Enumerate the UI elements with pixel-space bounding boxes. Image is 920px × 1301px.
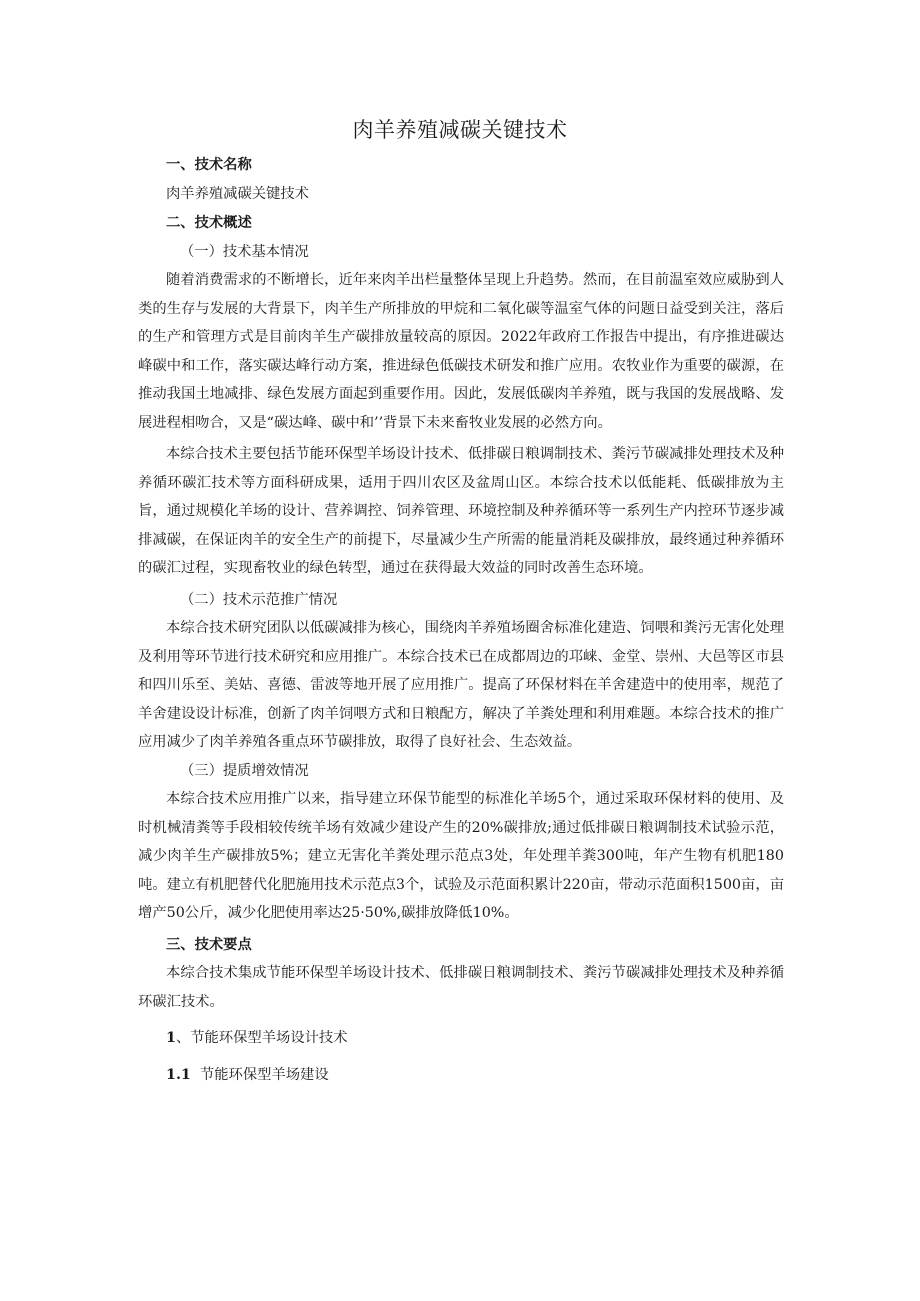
list-item-1-1	[138, 1061, 784, 1090]
list-item-1	[138, 1024, 784, 1053]
subsection-heading-promotion: （二）技术示范推广情况	[180, 591, 338, 608]
list-item-1-text: 、节能环保型羊场设计技术	[175, 1030, 348, 1046]
technology-name: 肉羊养殖减碳关键技术	[166, 185, 309, 202]
list-item-1-1-number: 1.1	[166, 1066, 191, 1083]
subsection-heading-efficiency: （三）提质增效情况	[180, 762, 309, 779]
list-item-1-1-text: 节能环保型羊场建设	[199, 1066, 329, 1083]
section-heading-2: 二、技术概述	[166, 215, 252, 231]
paragraph-background: 随着消费需求的不断增长，近年来肉羊出栏量整体呈现上升趋势。然而，在目前温室效应威胁到人类的生存与发展的大背景下，肉羊生产所排放的甲烷和二氧化碳等温室气体的问题日益受到关注，落后的生产和管理方式是目前肉羊生产碳排放量较高的原因。2022年政府工作报告中提出，有序推进碳达峰碳中和工作，落实碳达峰行动方案，推进绿色低碳技术研发和推广应用。农牧业作为重要的碳源，在推动我国土地减排、绿色发展方面起到重要作用。因此，发展低碳肉羊养殖，既与我国的发展战略、发展进程相吻合，又是“碳达峰、碳中和’’背景下未来畜牧业发展的必然方向。	[138, 272, 784, 431]
section-heading-1: 一、技术名称	[166, 157, 252, 173]
list-item-1-number: 1	[166, 1030, 176, 1046]
paragraph-key-points: 本综合技术集成节能环保型羊场设计技术、低排碳日粮调制技术、粪污节碳减排处理技术及种养循环碳汇技术。	[138, 965, 784, 1010]
subsection-heading-basic: （一）技术基本情况	[180, 243, 309, 260]
paragraph-promotion: 本综合技术研究团队以低碳减排为核心，围绕肉羊养殖场圈舍标准化建造、饲喂和粪污无害化处理及利用等环节进行技术研究和应用推广。本综合技术已在成都周边的邛崃、金堂、崇州、大邑等区市县和四川乐至、美姑、喜德、雷波等地开展了应用推广。提高了环保材料在羊舍建造中的使用率，规范了羊舍建设设计标准，创新了肉羊饲喂方式和日粮配方，解决了羊粪处理和利用难题。本综合技术的推广应用减少了肉羊养殖各重点环节碳排放，取得了良好社会、生态效益。	[138, 620, 784, 750]
paragraph-scope: 本综合技术主要包括节能环保型羊场设计技术、低排碳日粮调制技术、粪污节碳减排处理技术及种养循环碳汇技术等方面科研成果，适用于四川农区及盆周山区。本综合技术以低能耗、低碳排放为主旨，通过规模化羊场的设计、营养调控、饲养管理、环境控制及种养循环等一系列生产内控环节逐步减排减碳，在保证肉羊的安全生产的前提下，尽量减少生产所需的能量消耗及碳排放，最终通过种养循环的碳汇过程，实现畜牧业的绿色转型，通过在获得最大效益的同时改善生态环境。	[138, 446, 784, 576]
section-heading-3: 三、技术要点	[166, 936, 252, 953]
paragraph-efficiency: 本综合技术应用推广以来，指导建立环保节能型的标准化羊场5个，通过采取环保材料的使用、及时机械清粪等手段相较传统羊场有效减少建设产生的20%碳排放;通过低排碳日粮调制技术试验示范，减少肉羊生产碳排放5%；建立无害化羊粪处理示范点3处，年处理羊粪300吨，年产生物有机肥180吨。建立有机肥替代化肥施用技术示范点3个，试验及示范面积累计220亩，带动示范面积1500亩，亩增产50公斤，减少化肥使用率达25·50%,碳排放降低10%。	[138, 791, 784, 921]
document-body	[138, 150, 784, 1089]
document-title: 肉羊养殖减碳关键技术	[352, 118, 568, 142]
